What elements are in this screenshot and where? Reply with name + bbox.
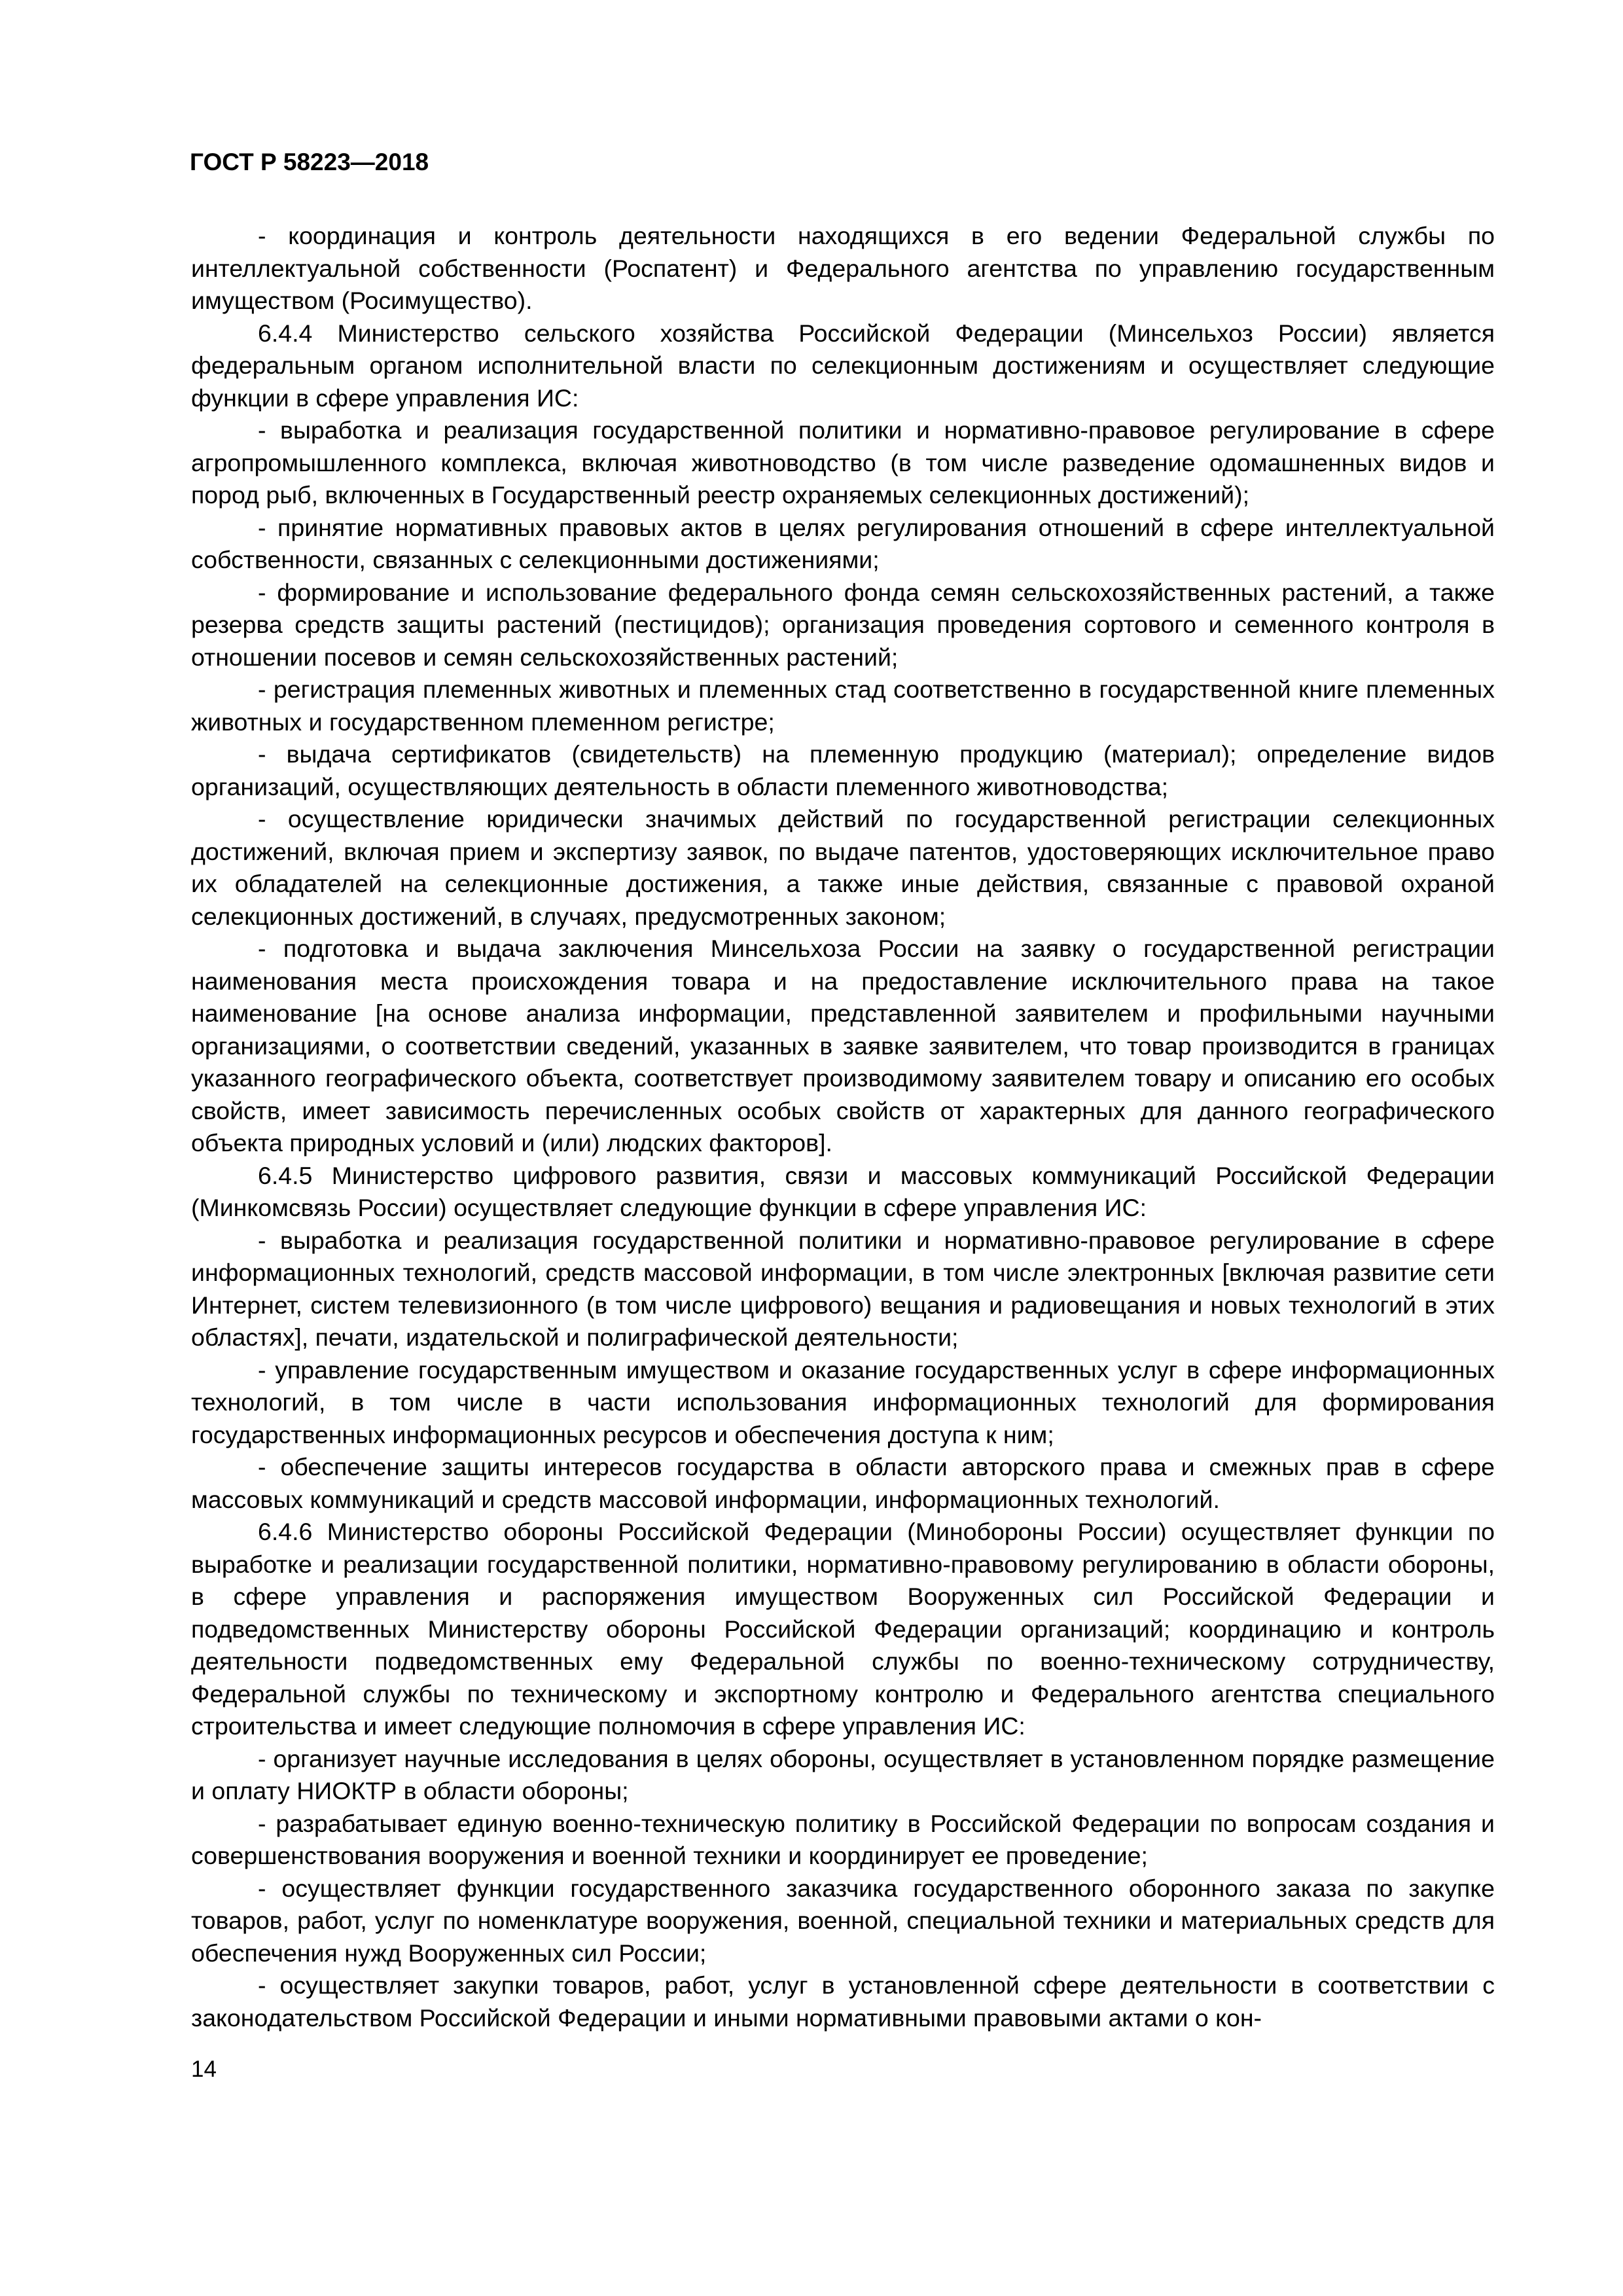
paragraph: 6.4.6 Министерство обороны Российской Федерации (Минобороны России) осуществляет функции по выработке и реализации государственной политики, нормативно-правовому регулированию в области обороны, в сфере управления и распоряжения имуществом Вооруженных сил Российской Федерации и подведомственных Министерству обороны Российской Федерации организаций; координацию и контроль деятельности подведомственных ему Федеральной службы по военно-техническому сотрудничеству, Федеральной службы по техническому и экспортному контролю и Федерального агентства специального строительства и имеет следующие полномочия в сфере управления ИС: [191,1518,1495,1740]
paragraph: - регистрация племенных животных и племенных стад соответственно в государственной книге племенных животных и государственном племенном регистре; [191,675,1495,736]
paragraph: - формирование и использование федерального фонда семян сельскохозяйственных растений, а также резерва средств защиты растений (пестицидов); организация проведения сортового и семенного контроля в отношении посевов и семян сельскохозяйственных растений; [191,578,1495,671]
paragraph: - выработка и реализация государственной политики и нормативно-правовое регулирование в сфере информационных технологий, средств массовой информации, в том числе электронных [включая развитие сети Интернет, систем телевизионного (в том числе цифрового) вещания и радиовещания и новых технологий в этих областях], печати, издательской и полиграфической деятельности; [191,1226,1495,1351]
paragraph: - координация и контроль деятельности находящихся в его ведении Федеральной службы по интеллектуальной собственности (Роспатент) и Федерального агентства по управлению государственным имуществом (Росимущество). [191,222,1495,314]
paragraph: - осуществление юридически значимых действий по государственной регистрации селекционных достижений, включая прием и экспертизу заявок, по выдаче патентов, удостоверяющих исключительное право их обладателей на селекционные достижения, а также иные действия, связанные с правовой охраной селекционных достижений, в случаях, предусмотренных законом; [191,805,1495,930]
page-number: 14 [191,2056,217,2082]
paragraph: - выдача сертификатов (свидетельств) на племенную продукцию (материал); определение видов организаций, осуществляющих деятельность в области племенного животноводства; [191,740,1495,800]
paragraph: 6.4.4 Министерство сельского хозяйства Российской Федерации (Минсельхоз России) является федеральным органом исполнительной власти по селекционным достижениям и осуществляет следующие функции в сфере управления ИС: [191,319,1495,412]
paragraph: - осуществляет закупки товаров, работ, услуг в установленной сфере деятельности в соответствии с законодательством Российской Федерации и иными нормативными правовыми актами о кон- [191,1971,1495,2032]
paragraph: 6.4.5 Министерство цифрового развития, связи и массовых коммуникаций Российской Федерации (Минкомсвязь России) осуществляет следующие функции в сфере управления ИС: [191,1161,1495,1221]
paragraph: - обеспечение защиты интересов государства в области авторского права и смежных прав в сфере массовых коммуникаций и средств массовой информации, информационных технологий. [191,1453,1495,1513]
paragraph: - принятие нормативных правовых актов в целях регулирования отношений в сфере интеллектуальной собственности, связанных с селекционными достижениями; [191,513,1495,573]
paragraph: - выработка и реализация государственной политики и нормативно-правовое регулирование в сфере агропромышленного комплекса, включая животноводство (в том числе разведение одомашненных видов и пород рыб, включенных в Государственный реестр охраняемых селекционных достижений); [191,416,1495,509]
paragraph: - разрабатывает единую военно-техническую политику в Российской Федерации по вопросам создания и совершенствования вооружения и военной техники и координирует ее проведение; [191,1809,1495,1869]
body-text [191,220,1495,2034]
document-header: ГОСТ Р 58223—2018 [190,149,429,175]
paragraph: - управление государственным имуществом и оказание государственных услуг в сфере информационных технологий, в том числе в части использования информационных технологий для формирования государственных информационных ресурсов и обеспечения доступа к ним; [191,1355,1495,1448]
paragraph: - осуществляет функции государственного заказчика государственного оборонного заказа по закупке товаров, работ, услуг по номенклатуре вооружения, военной, специальной техники и материальных средств для обеспечения нужд Вооруженных сил России; [191,1874,1495,1967]
paragraph: - организует научные исследования в целях обороны, осуществляет в установленном порядке размещение и оплату НИОКТР в области обороны; [191,1744,1495,1804]
paragraph: - подготовка и выдача заключения Минсельхоза России на заявку о государственной регистрации наименования места происхождения товара и на предоставление исключительного права на такое наименование [на основе анализа информации, представленной заявителем и профильными научными организациями, о соответствии сведений, указанных в заявке заявителем, что товар производится в границах указанного географического объекта, соответствует производимому заявителем товару и описанию его особых свойств, имеет зависимость перечисленных особых свойств от характерных для данного географического объекта природных условий и (или) людских факторов]. [191,935,1495,1157]
